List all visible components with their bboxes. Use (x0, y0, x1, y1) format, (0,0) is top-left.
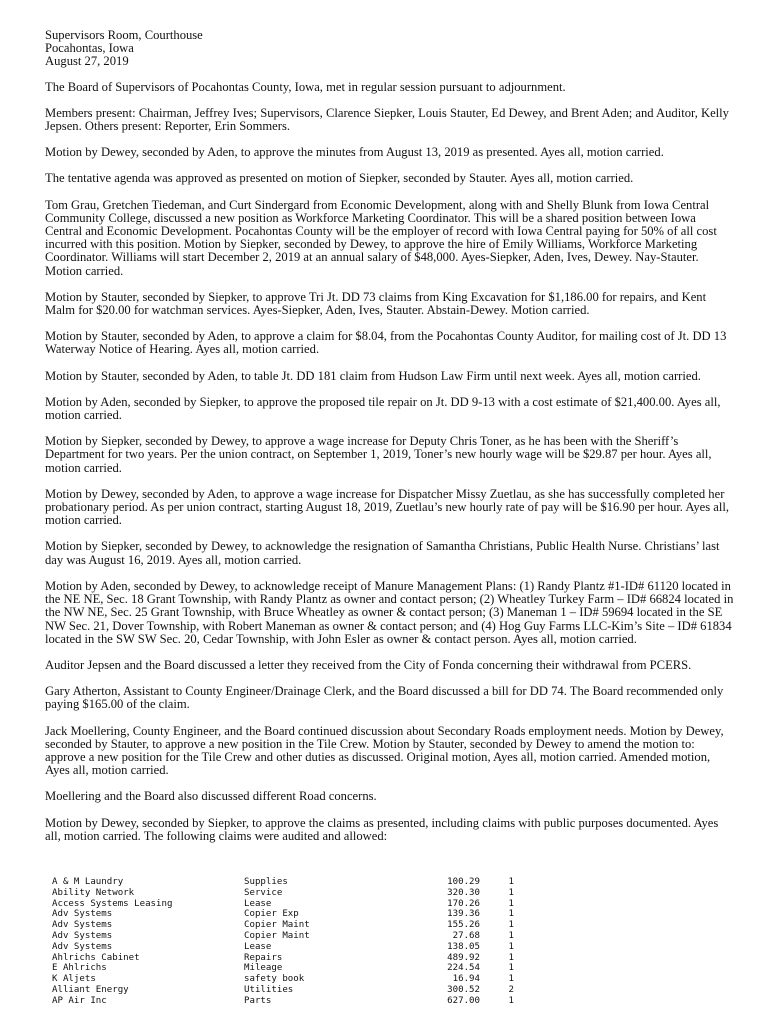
table-row (52, 963, 552, 974)
header-date: August 27, 2019 (45, 54, 129, 69)
table-row (52, 877, 552, 888)
claim-vendor: Ability Network (52, 887, 135, 898)
claim-vendor: A & M Laundry (52, 877, 124, 887)
claim-amount: 16.94 (452, 974, 480, 985)
claim-description: Copier Exp (244, 909, 299, 920)
claim-count: 1 (508, 877, 514, 887)
paragraph-toner-wage: Motion by Siepker, seconded by Dewey, to approve a wage increase for Deputy Chris Toner, as he has been with the Sheriff’s Department for two years. Per the union contract, on September 1, 2019, Toner’s new hourly wage will be $29.87 per hour. Ayes all, motion carried. (45, 434, 712, 475)
claim-vendor: Access Systems Leasing (52, 898, 173, 909)
claim-amount: 627.00 (447, 995, 480, 1006)
table-row (52, 920, 552, 931)
claims-table (52, 877, 552, 1007)
paragraph-manure-plans: Motion by Aden, seconded by Dewey, to acknowledge receipt of Manure Management Plans: (1) Randy Plantz #1-ID# 61120 located in the NE NE, Sec. 18 Grant Township, with Randy Plantz as owner and contact person; (2) Wheatley Turkey Farm – ID# 66824 located in the NW NE, Sec. 25 Grant Township, with Bruce Wheatley as owner & contact person; (3) Maneman 1 – ID# 59694 located in the SE NW Sec. 21, Dover Township, with Robert Maneman as owner & contact person; and (4) Hog Guy Farms LLC-Kim’s Site – ID# 61834 located in the SW SW Sec. 20, Cedar Township, with John Esler as owner & contact person. Ayes all, motion carried. (45, 578, 734, 646)
claim-description: Copier Maint (244, 930, 310, 941)
paragraph-members-present: Members present: Chairman, Jeffrey Ives; Supervisors, Clarence Siepker, Louis Stauter, Ed Dewey, and Brent Aden; and Auditor, Kelly Jepsen. Others present: Reporter, Erin Sommers. (45, 105, 729, 134)
claim-description: Copier Maint (244, 920, 310, 931)
claim-count: 1 (508, 974, 514, 985)
paragraph-workforce-coordinator: Tom Grau, Gretchen Tiedeman, and Curt Sindergard from Economic Development, along with and Shelly Blunk from Iowa Central Community College, discussed a new position as Workforce Marketing Coordinator. This will be a shared position between Iowa Central and Economic Development. Pocahontas County will be the employer of record with Iowa Central paying for 50% of all cost incurred with this position. Motion by Siepker, seconded by Dewey, to approve the hire of Emily Williams, Workforce Marketing Coordinator. Williams will start December 2, 2019 at an annual salary of $48,000. Ayes-Siepker, Aden, Ives, Dewey. Nay-Stauter. Motion carried. (45, 197, 717, 278)
paragraph-dd9-13-repair: Motion by Aden, seconded by Siepker, to approve the proposed tile repair on Jt. DD 9-13 with a cost estimate of $21,400.00. Ayes all, motion carried. (45, 394, 721, 423)
claim-description: Repairs (244, 952, 283, 963)
paragraph-resignation: Motion by Siepker, seconded by Dewey, to acknowledge the resignation of Samantha Christians, Public Health Nurse. Christians’ last day was August 16, 2019. Ayes all, motion carried. (45, 539, 720, 567)
claim-amount: 300.52 (447, 984, 480, 995)
claim-vendor: K Aljets (52, 974, 96, 985)
paragraph-dd74-bill: Gary Atherton, Assistant to County Engineer/Drainage Clerk, and the Board discussed a bill for DD 74. The Board recommended only paying $165.00 of the claim. (45, 684, 724, 712)
table-row (52, 909, 552, 920)
claim-count: 1 (508, 930, 514, 941)
table-row (52, 899, 552, 910)
table-row (52, 942, 552, 953)
header-location: Supervisors Room, Courthouse (45, 28, 203, 42)
claim-count: 1 (508, 920, 514, 931)
claim-count: 1 (508, 952, 514, 963)
claim-amount: 139.36 (447, 909, 480, 920)
claim-description: Lease (244, 941, 272, 952)
claim-vendor: Adv Systems (52, 930, 113, 941)
claim-amount: 100.29 (447, 877, 480, 887)
claim-count: 1 (508, 963, 514, 974)
claim-vendor: Ahlrichs Cabinet (52, 952, 140, 963)
claim-count: 1 (508, 995, 514, 1006)
paragraph-dd73-claims: Motion by Stauter, seconded by Siepker, to approve Tri Jt. DD 73 claims from King Excavation for $1,186.00 for repairs, and Kent Malm for $20.00 for watchman services. Ayes-Siepker, Aden, Ives, Stauter. Abstain-Dewey. Motion carried. (45, 289, 707, 318)
claim-amount: 489.92 (447, 952, 480, 963)
claim-description: Parts (244, 995, 272, 1006)
paragraph-road-concerns: Moellering and the Board also discussed different Road concerns. (45, 789, 377, 804)
claim-amount: 27.68 (452, 930, 480, 941)
table-row (52, 953, 552, 964)
claim-vendor: E Ahlrichs (52, 963, 107, 974)
claim-amount: 155.26 (447, 920, 480, 931)
claim-amount: 170.26 (447, 898, 480, 909)
claim-vendor: Alliant Energy (52, 984, 129, 995)
paragraph-agenda-approval: The tentative agenda was approved as presented on motion of Siepker, seconded by Stauter. Ayes all, motion carried. (45, 171, 634, 186)
paragraph-zuetlau-wage: Motion by Dewey, seconded by Aden, to approve a wage increase for Dispatcher Missy Zuetlau, as she has successfully completed her probationary period. As per union contract, starting August 18, 2019, Zuetlau’s new hourly rate of pay will be $16.90 per hour. Ayes all, motion carried. (45, 486, 730, 528)
meeting-minutes (45, 29, 735, 843)
paragraph-claims-approval: Motion by Dewey, seconded by Siepker, to approve the claims as presented, including claims with public purposes documented. Ayes all, motion carried. The following claims were audited and allowed: (45, 815, 719, 843)
table-row (52, 974, 552, 985)
paragraph-session: The Board of Supervisors of Pocahontas County, Iowa, met in regular session pursuant to adjournment. (45, 79, 566, 94)
paragraph-dd181-table: Motion by Stauter, seconded by Aden, to table Jt. DD 181 claim from Hudson Law Firm until next week. Ayes all, motion carried. (45, 368, 701, 383)
paragraph-dd13-claim: Motion by Stauter, seconded by Aden, to approve a claim for $8.04, from the Pocahontas County Auditor, for mailing cost of Jt. DD 13 Waterway Notice of Hearing. Ayes all, motion carried. (45, 329, 727, 357)
claim-count: 1 (508, 909, 514, 920)
table-row (52, 888, 552, 899)
claim-description: Utilities (244, 984, 294, 995)
claim-amount: 138.05 (447, 941, 480, 952)
claim-vendor: Adv Systems (52, 909, 113, 920)
claim-description: safety book (244, 974, 305, 985)
claim-amount: 320.30 (447, 887, 480, 898)
claim-vendor: AP Air Inc (52, 995, 107, 1006)
document-header (45, 29, 735, 69)
claim-count: 2 (508, 984, 514, 995)
header-city: Pocahontas, Iowa (45, 41, 134, 56)
claim-count: 1 (508, 887, 514, 898)
claim-description: Supplies (244, 877, 288, 887)
claim-vendor: Adv Systems (52, 920, 113, 931)
paragraph-minutes-approval: Motion by Dewey, seconded by Aden, to approve the minutes from August 13, 2019 as presented. Ayes all, motion carried. (45, 145, 664, 160)
table-row (52, 931, 552, 942)
claim-description: Mileage (244, 963, 283, 974)
paragraph-fonda-letter: Auditor Jepsen and the Board discussed a letter they received from the City of Fonda concerning their withdrawal from PCERS. (45, 657, 692, 672)
claim-description: Lease (244, 898, 272, 909)
claim-vendor: Adv Systems (52, 941, 113, 952)
table-row (52, 985, 552, 996)
claim-count: 1 (508, 941, 514, 952)
claim-description: Service (244, 887, 283, 898)
paragraph-secondary-roads: Jack Moellering, County Engineer, and the Board continued discussion about Secondary Roads employment needs. Motion by Dewey, seconded by Stauter, to approve a new position in the Tile Crew. Motion by Stauter, seconded by Dewey to amend the motion to: approve a new position for the Tile Crew and other duties as discussed. Original motion, Ayes all, motion carried. Amended motion, Ayes all, motion carried. (45, 723, 724, 778)
claim-amount: 224.54 (447, 963, 480, 974)
claim-count: 1 (508, 898, 514, 909)
table-row (52, 996, 552, 1007)
